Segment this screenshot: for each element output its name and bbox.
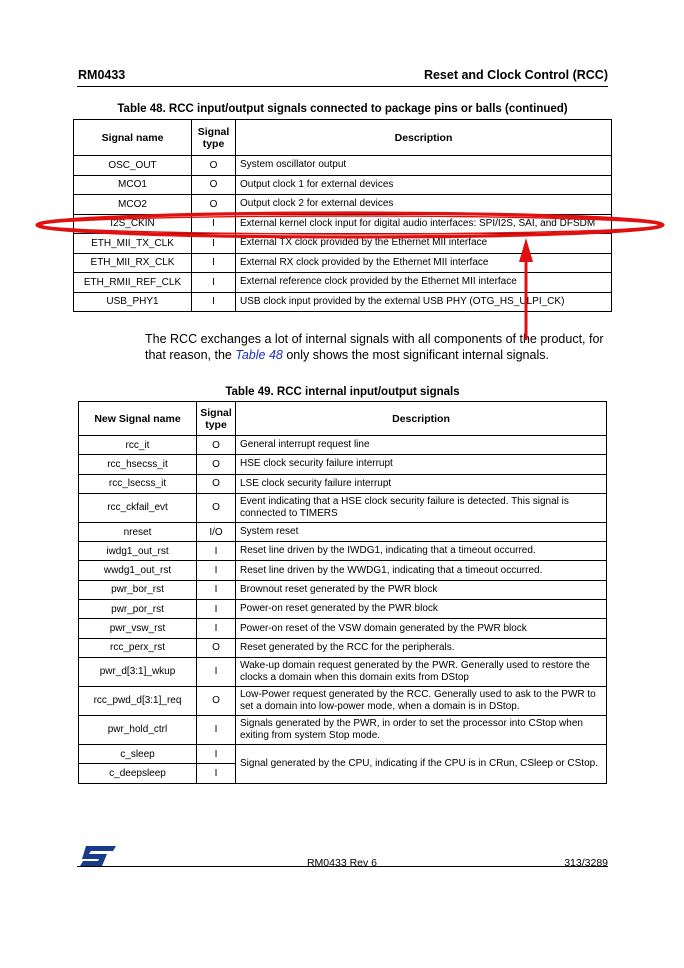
signal-description: System reset bbox=[236, 522, 607, 541]
signal-name: rcc_perx_rst bbox=[79, 638, 197, 657]
signal-name: wwdg1_out_rst bbox=[79, 561, 197, 580]
signal-type: I bbox=[192, 292, 236, 312]
signal-type: O bbox=[197, 436, 236, 455]
signal-description: External TX clock provided by the Ethernet MII interface bbox=[236, 234, 612, 254]
table-row bbox=[79, 619, 607, 638]
signal-type: I bbox=[197, 619, 236, 638]
signal-description: General interrupt request line bbox=[236, 436, 607, 455]
table-row bbox=[79, 455, 607, 474]
doc-revision: RM0433 Rev 6 bbox=[306, 857, 378, 869]
table-header-row bbox=[79, 402, 607, 436]
table-row bbox=[79, 744, 607, 763]
signal-type: I bbox=[197, 600, 236, 619]
signal-type: I bbox=[197, 764, 236, 783]
signal-description: Low-Power request generated by the RCC. Generally used to ask to the PWR to set a domain into low-power mode, when a domain is in DStop. bbox=[236, 686, 607, 715]
signal-type: I bbox=[192, 273, 236, 293]
table-row bbox=[79, 561, 607, 580]
table-row bbox=[79, 638, 607, 657]
table-row bbox=[74, 292, 612, 312]
paragraph-text: only shows the most significant internal signals. bbox=[282, 348, 549, 362]
signal-description: External reference clock provided by the Ethernet MII interface bbox=[236, 273, 612, 293]
signal-name: pwr_por_rst bbox=[79, 600, 197, 619]
signal-name: USB_PHY1 bbox=[74, 292, 192, 312]
doc-id: RM0433 bbox=[78, 68, 126, 82]
signal-description: System oscillator output bbox=[236, 156, 612, 176]
signal-name: c_sleep bbox=[79, 744, 197, 763]
table49-caption: Table 49. RCC internal input/output signals bbox=[225, 386, 460, 398]
table-row bbox=[74, 214, 612, 234]
paragraph-text: The RCC exchanges a lot of internal signals with all components of the product, for that reason, the bbox=[145, 332, 604, 362]
signal-name: nreset bbox=[79, 522, 197, 541]
table-row bbox=[79, 600, 607, 619]
signal-description: Power-on reset generated by the PWR block bbox=[236, 600, 607, 619]
table48-link[interactable]: Table 48 bbox=[235, 348, 283, 362]
signal-name: c_deepsleep bbox=[79, 764, 197, 783]
table-row bbox=[79, 542, 607, 561]
header-divider bbox=[77, 86, 608, 87]
signal-type: I bbox=[192, 214, 236, 234]
signal-type: I bbox=[192, 234, 236, 254]
signal-name: I2S_CKIN bbox=[74, 214, 192, 234]
signal-type: O bbox=[197, 455, 236, 474]
signal-name: rcc_pwd_d[3:1]_req bbox=[79, 686, 197, 715]
signal-name: rcc_hsecss_it bbox=[79, 455, 197, 474]
signal-type: I bbox=[197, 561, 236, 580]
signal-description: External RX clock provided by the Ethernet MII interface bbox=[236, 253, 612, 273]
table-row bbox=[79, 474, 607, 493]
signal-type: I bbox=[192, 253, 236, 273]
signal-description: HSE clock security failure interrupt bbox=[236, 455, 607, 474]
body-paragraph bbox=[145, 331, 615, 363]
table-row bbox=[79, 493, 607, 522]
signal-name: iwdg1_out_rst bbox=[79, 542, 197, 561]
signal-description: LSE clock security failure interrupt bbox=[236, 474, 607, 493]
signal-description: Output clock 2 for external devices bbox=[236, 195, 612, 215]
table-row bbox=[74, 273, 612, 293]
signal-type: O bbox=[197, 686, 236, 715]
signal-description: Reset line driven by the WWDG1, indicating that a timeout occurred. bbox=[236, 561, 607, 580]
table-header-row bbox=[74, 120, 612, 156]
table-row bbox=[74, 195, 612, 215]
signal-name: rcc_it bbox=[79, 436, 197, 455]
signal-description: Wake-up domain request generated by the PWR. Generally used to restore the clocks a domain when this domain exits from DStop bbox=[236, 657, 607, 686]
table-row bbox=[74, 156, 612, 176]
signal-description: Brownout reset generated by the PWR block bbox=[236, 580, 607, 599]
signal-type: O bbox=[197, 493, 236, 522]
signal-type: I bbox=[197, 715, 236, 744]
signal-type: O bbox=[192, 175, 236, 195]
signal-type: I/O bbox=[197, 522, 236, 541]
signal-type: I bbox=[197, 657, 236, 686]
table48 bbox=[73, 119, 612, 312]
signal-name: ETH_MII_RX_CLK bbox=[74, 253, 192, 273]
section-title: Reset and Clock Control (RCC) bbox=[423, 68, 608, 82]
signal-name: pwr_bor_rst bbox=[79, 580, 197, 599]
signal-type: O bbox=[192, 195, 236, 215]
table-row bbox=[79, 657, 607, 686]
table49 bbox=[78, 401, 607, 784]
signal-type: I bbox=[197, 580, 236, 599]
table-row bbox=[79, 686, 607, 715]
column-header: Signal type bbox=[197, 402, 236, 436]
signal-name: pwr_hold_ctrl bbox=[79, 715, 197, 744]
table-row bbox=[79, 436, 607, 455]
column-header: Signal type bbox=[192, 120, 236, 156]
table-row bbox=[79, 715, 607, 744]
signal-description: Reset line driven by the IWDG1, indicating that a timeout occurred. bbox=[236, 542, 607, 561]
signal-name: pwr_d[3:1]_wkup bbox=[79, 657, 197, 686]
signal-name: ETH_MII_TX_CLK bbox=[74, 234, 192, 254]
column-header: Description bbox=[236, 402, 607, 436]
signal-description: Signal generated by the CPU, indicating if the CPU is in CRun, CSleep or CStop. bbox=[236, 744, 607, 783]
signal-description: Reset generated by the RCC for the peripherals. bbox=[236, 638, 607, 657]
signal-description: Output clock 1 for external devices bbox=[236, 175, 612, 195]
signal-description: Power-on reset of the VSW domain generated by the PWR block bbox=[236, 619, 607, 638]
column-header: Signal name bbox=[74, 120, 192, 156]
signal-name: MCO1 bbox=[74, 175, 192, 195]
table-row bbox=[79, 522, 607, 541]
signal-name: rcc_ckfail_evt bbox=[79, 493, 197, 522]
column-header: Description bbox=[236, 120, 612, 156]
signal-description: Signals generated by the PWR, in order to set the processor into CStop when exiting from system Stop mode. bbox=[236, 715, 607, 744]
table48-caption: Table 48. RCC input/output signals connected to package pins or balls (continued) bbox=[117, 103, 568, 115]
table-row bbox=[74, 234, 612, 254]
table-row bbox=[74, 253, 612, 273]
table-row bbox=[74, 175, 612, 195]
signal-description: Event indicating that a HSE clock security failure is detected. This signal is connected to TIMERS bbox=[236, 493, 607, 522]
signal-type: O bbox=[192, 156, 236, 176]
page-number: 313/3289 bbox=[564, 857, 608, 869]
signal-name: pwr_vsw_rst bbox=[79, 619, 197, 638]
table-row bbox=[79, 580, 607, 599]
signal-type: O bbox=[197, 638, 236, 657]
column-header: New Signal name bbox=[79, 402, 197, 436]
signal-name: MCO2 bbox=[74, 195, 192, 215]
signal-type: O bbox=[197, 474, 236, 493]
signal-name: ETH_RMII_REF_CLK bbox=[74, 273, 192, 293]
signal-description: External kernel clock input for digital audio interfaces: SPI/I2S, SAI, and DFSDM bbox=[236, 214, 612, 234]
signal-type: I bbox=[197, 744, 236, 763]
signal-type: I bbox=[197, 542, 236, 561]
signal-name: OSC_OUT bbox=[74, 156, 192, 176]
signal-name: rcc_lsecss_it bbox=[79, 474, 197, 493]
signal-description: USB clock input provided by the external USB PHY (OTG_HS_ULPI_CK) bbox=[236, 292, 612, 312]
